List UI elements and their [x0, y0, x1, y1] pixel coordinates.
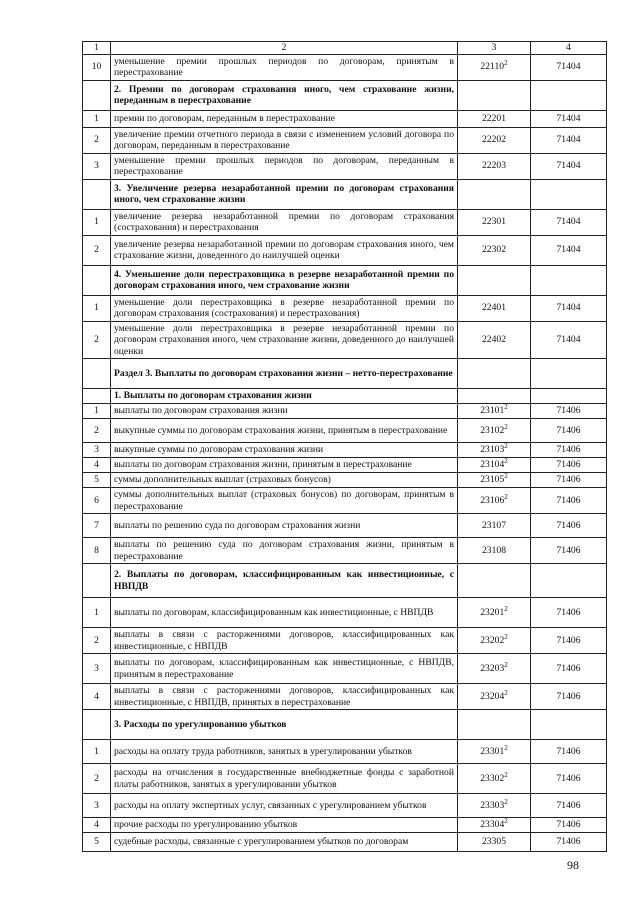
account-code-value: 22302 — [482, 244, 506, 256]
account-code — [458, 265, 531, 295]
row-description: уменьшение доли перестраховщика в резерве незаработанной премии по договорам страхования иного, чем страхование жизни, доведенного до наилучшей оценки — [111, 321, 458, 359]
table-row — [83, 740, 607, 764]
header-col-3: 3 — [458, 42, 531, 55]
account-code-value: 23203 — [480, 662, 505, 674]
account-code — [458, 764, 531, 794]
row-number: 1 — [83, 110, 111, 127]
table-row — [83, 538, 607, 564]
account-code-value: 23202 — [480, 634, 505, 646]
account-code — [458, 321, 531, 359]
account-code-value: 23107 — [482, 519, 506, 531]
footnote-mark: 2 — [504, 492, 508, 501]
account-code — [458, 110, 531, 127]
account-code — [458, 488, 531, 514]
row-number: 3 — [83, 654, 111, 684]
account-code — [458, 740, 531, 764]
table-row — [83, 458, 607, 473]
account-code — [458, 628, 531, 654]
account-number: 71404 — [531, 235, 607, 265]
account-code-value: 22401 — [482, 302, 506, 314]
section-row — [83, 80, 607, 110]
row-number: 7 — [83, 514, 111, 538]
row-description: суммы дополнительных выплат (страховых бонусов) по договорам, принятым в перестрахование — [111, 488, 458, 514]
account-code-value: 23304 — [480, 819, 505, 831]
account-number: 71406 — [531, 654, 607, 684]
account-code-value: 23301 — [480, 745, 505, 757]
section-row — [83, 179, 607, 209]
account-code — [458, 419, 531, 443]
footnote-mark: 2 — [504, 457, 508, 466]
accounts-table — [82, 41, 607, 852]
row-description: расходы на оплату экспертных услуг, связанных с урегулированием убытков — [111, 794, 458, 818]
row-description: уменьшение премии прошлых периодов по договорам, переданным в перестрахование — [111, 153, 458, 179]
account-code-value: 22201 — [482, 112, 506, 124]
table-row — [83, 321, 607, 359]
section-row — [83, 265, 607, 295]
section-title: 3. Увеличение резерва незаработанной премии по договорам страхования иного, чем страхование жизни — [111, 179, 458, 209]
row-description: выплаты по договорам, классифицированным как инвестиционные, с НВПДВ — [111, 598, 458, 628]
row-number: 3 — [83, 794, 111, 818]
footnote-mark: 2 — [504, 472, 508, 481]
account-number: 71406 — [531, 764, 607, 794]
header-col-4: 4 — [531, 42, 607, 55]
table-row — [83, 295, 607, 321]
table-row — [83, 654, 607, 684]
account-number: 71404 — [531, 295, 607, 321]
row-description: выкупные суммы по договорам страхования жизни, принятым в перестрахование — [111, 419, 458, 443]
account-code — [458, 235, 531, 265]
row-description: выплаты в связи с расторжениями договоров, классифицированных как инвестиционные, с НВПДВ, принятых в перестрахование — [111, 684, 458, 710]
row-description: уменьшение премии прошлых периодов по договорам, принятым в перестрахование — [111, 54, 458, 80]
row-description: выплаты по договорам страхования жизни, принятым в перестрахование — [111, 458, 458, 473]
account-code — [458, 598, 531, 628]
row-number — [83, 179, 111, 209]
account-code — [458, 404, 531, 419]
account-code — [458, 295, 531, 321]
row-number: 5 — [83, 833, 111, 852]
table-row — [83, 684, 607, 710]
row-description: прочие расходы по урегулированию убытков — [111, 818, 458, 833]
account-code — [458, 209, 531, 235]
section-row — [83, 389, 607, 404]
account-code-value: 23305 — [482, 836, 506, 848]
account-code-value: 23302 — [480, 772, 505, 784]
account-number: 71404 — [531, 153, 607, 179]
row-number: 2 — [83, 628, 111, 654]
table-row — [83, 794, 607, 818]
table-row — [83, 419, 607, 443]
account-code — [458, 127, 531, 153]
table-row — [83, 833, 607, 852]
row-number: 1 — [83, 740, 111, 764]
account-code-value: 23201 — [480, 606, 505, 618]
row-number: 10 — [83, 54, 111, 80]
footnote-mark: 2 — [504, 442, 508, 451]
row-number: 3 — [83, 443, 111, 458]
account-code-value: 22110 — [480, 61, 505, 73]
row-number: 4 — [83, 458, 111, 473]
section-title: 3. Расходы по урегулированию убытков — [111, 710, 458, 740]
row-description: расходы на отчисления в государственные внебюджетные фонды с заработной платы работников, занятых в урегулировании убытков — [111, 764, 458, 794]
table-row — [83, 514, 607, 538]
row-number — [83, 359, 111, 389]
account-code — [458, 359, 531, 389]
table-row — [83, 598, 607, 628]
row-description: увеличение премии отчетного периода в связи с изменением условий договора по договорам, переданным в перестрахование — [111, 127, 458, 153]
row-description: выплаты по решению суда по договорам страхования жизни, принятым в перестрахование — [111, 538, 458, 564]
row-description: выкупные суммы по договорам страхования жизни — [111, 443, 458, 458]
footnote-mark: 2 — [504, 403, 508, 412]
row-number — [83, 710, 111, 740]
footnote-mark: 2 — [504, 797, 508, 806]
account-number: 71404 — [531, 321, 607, 359]
account-code — [458, 473, 531, 488]
row-number — [83, 564, 111, 598]
footnote-mark: 2 — [504, 604, 508, 613]
footnote-mark: 2 — [504, 743, 508, 752]
account-code-value: 23108 — [482, 544, 506, 556]
account-number: 71406 — [531, 458, 607, 473]
footnote-mark: 2 — [504, 770, 508, 779]
account-code — [458, 458, 531, 473]
account-code-value: 22301 — [482, 216, 506, 228]
account-number: 71406 — [531, 794, 607, 818]
footnote-mark: 2 — [504, 817, 508, 826]
footnote-mark: 2 — [504, 59, 508, 68]
footnote-mark: 2 — [504, 688, 508, 697]
header-col-1: 1 — [83, 42, 111, 55]
account-number — [531, 564, 607, 598]
account-code — [458, 179, 531, 209]
row-description: выплаты по договорам, классифицированным как инвестиционные, с НВПДВ, принятым в перестрахование — [111, 654, 458, 684]
account-number: 71406 — [531, 628, 607, 654]
table-row — [83, 473, 607, 488]
account-number: 71404 — [531, 127, 607, 153]
section-title: 4. Уменьшение доли перестраховщика в резерве незаработанной премии по договорам страхования иного, чем страхование жизни — [111, 265, 458, 295]
row-description: выплаты по решению суда по договорам страхования жизни — [111, 514, 458, 538]
account-number — [531, 710, 607, 740]
account-number: 71406 — [531, 818, 607, 833]
row-description: выплаты по договорам страхования жизни — [111, 404, 458, 419]
row-number: 2 — [83, 321, 111, 359]
row-number: 1 — [83, 404, 111, 419]
account-number: 71406 — [531, 488, 607, 514]
page-number: 98 — [567, 858, 579, 872]
account-code-value: 23104 — [480, 459, 505, 471]
row-description: увеличение резерва незаработанной премии по договорам страхования (сострахования) и перестрахования — [111, 209, 458, 235]
footnote-mark: 2 — [504, 660, 508, 669]
table-row — [83, 818, 607, 833]
table-header-row — [83, 42, 607, 55]
table-row — [83, 443, 607, 458]
row-description: суммы дополнительных выплат (страховых бонусов) — [111, 473, 458, 488]
account-code-value: 23204 — [480, 690, 505, 702]
account-code — [458, 794, 531, 818]
table-row — [83, 488, 607, 514]
account-number — [531, 389, 607, 404]
account-code-value: 23103 — [480, 444, 505, 456]
account-code — [458, 80, 531, 110]
account-code — [458, 153, 531, 179]
account-number: 71406 — [531, 598, 607, 628]
account-code — [458, 443, 531, 458]
account-code — [458, 564, 531, 598]
row-number: 4 — [83, 818, 111, 833]
row-number: 2 — [83, 235, 111, 265]
account-code-value: 22203 — [482, 160, 506, 172]
account-code — [458, 389, 531, 404]
row-number: 5 — [83, 473, 111, 488]
section-row — [83, 564, 607, 598]
account-code-value: 23303 — [480, 799, 505, 811]
table-row — [83, 404, 607, 419]
row-number: 2 — [83, 127, 111, 153]
row-number — [83, 389, 111, 404]
account-code — [458, 710, 531, 740]
section-row — [83, 359, 607, 389]
account-code-value: 23105 — [480, 474, 505, 486]
account-code — [458, 54, 531, 80]
section-title: 2. Выплаты по договорам, классифицированным как инвестиционные, с НВПДВ — [111, 564, 458, 598]
row-number: 3 — [83, 153, 111, 179]
account-number — [531, 265, 607, 295]
account-number — [531, 80, 607, 110]
account-number — [531, 179, 607, 209]
account-code — [458, 538, 531, 564]
account-code — [458, 684, 531, 710]
account-code — [458, 514, 531, 538]
account-number: 71404 — [531, 110, 607, 127]
row-description: выплаты в связи с расторжениями договоров, классифицированных как инвестиционные, с НВПДВ — [111, 628, 458, 654]
table-row — [83, 153, 607, 179]
table-row — [83, 110, 607, 127]
account-number: 71406 — [531, 443, 607, 458]
row-description: увеличение резерва незаработанной премии по договорам страхования иного, чем страхование жизни, доведенного до наилучшей оценки — [111, 235, 458, 265]
table-row — [83, 764, 607, 794]
account-number: 71404 — [531, 54, 607, 80]
row-number: 1 — [83, 598, 111, 628]
row-number: 2 — [83, 764, 111, 794]
footnote-mark: 2 — [504, 632, 508, 641]
table-row — [83, 235, 607, 265]
row-number: 2 — [83, 419, 111, 443]
row-number — [83, 80, 111, 110]
account-number: 71406 — [531, 473, 607, 488]
row-number: 4 — [83, 684, 111, 710]
row-description: уменьшение доли перестраховщика в резерве незаработанной премии по договорам страхования (сострахования) и перестрахования) — [111, 295, 458, 321]
row-number: 6 — [83, 488, 111, 514]
account-number — [531, 359, 607, 389]
footnote-mark: 2 — [504, 422, 508, 431]
table-row — [83, 54, 607, 80]
header-col-2: 2 — [111, 42, 458, 55]
account-number: 71406 — [531, 538, 607, 564]
account-code-value: 23102 — [480, 424, 505, 436]
section-row — [83, 710, 607, 740]
row-number — [83, 265, 111, 295]
table-row — [83, 127, 607, 153]
account-number: 71404 — [531, 209, 607, 235]
account-code-value: 23106 — [480, 494, 505, 506]
account-number: 71406 — [531, 514, 607, 538]
section-title: Раздел 3. Выплаты по договорам страхования жизни – нетто-перестрахование — [111, 359, 458, 389]
section-title: 1. Выплаты по договорам страхования жизни — [111, 389, 458, 404]
account-code — [458, 833, 531, 852]
account-number: 71406 — [531, 740, 607, 764]
account-code-value: 22402 — [482, 334, 506, 345]
row-description: расходы на оплату труда работников, занятых в урегулировании убытков — [111, 740, 458, 764]
row-number: 1 — [83, 295, 111, 321]
account-code-value: 22202 — [482, 134, 506, 146]
account-code-value: 23101 — [480, 405, 505, 417]
account-number: 71406 — [531, 404, 607, 419]
section-title: 2. Премии по договорам страхования иного, чем страхование жизни, переданным в перестрахование — [111, 80, 458, 110]
table-row — [83, 209, 607, 235]
account-code — [458, 654, 531, 684]
row-description: премии по договорам, переданным в перестрахование — [111, 110, 458, 127]
row-number: 8 — [83, 538, 111, 564]
account-number: 71406 — [531, 684, 607, 710]
row-number: 1 — [83, 209, 111, 235]
row-description: судебные расходы, связанные с урегулированием убытков по договорам — [111, 833, 458, 852]
account-code — [458, 818, 531, 833]
account-number: 71406 — [531, 419, 607, 443]
account-number: 71406 — [531, 833, 607, 852]
table-row — [83, 628, 607, 654]
